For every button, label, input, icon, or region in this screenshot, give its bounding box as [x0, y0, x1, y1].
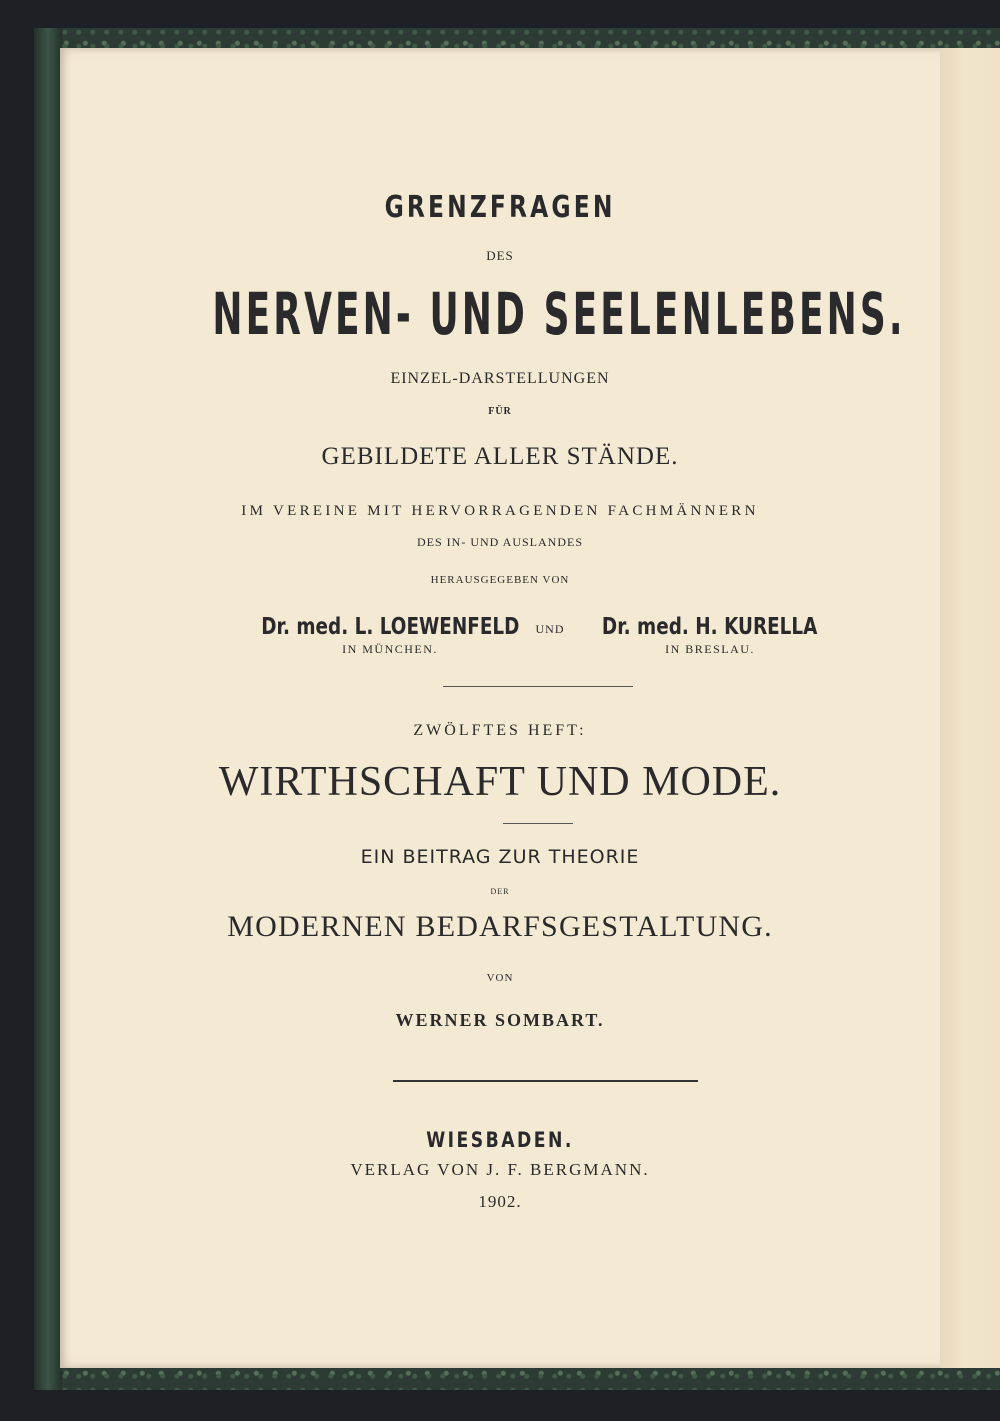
subtitle-bedarfsgestaltung: MODERNEN BEDARFSGESTALTUNG.: [227, 910, 773, 943]
publisher-city: WIESBADEN.: [426, 1128, 574, 1152]
einzel-darstellungen: EINZEL-DARSTELLUNGEN: [390, 370, 610, 387]
publisher-name: VERLAG VON J. F. BERGMANN.: [350, 1160, 650, 1179]
gebildete-aller-staende: GEBILDETE ALLER STÄNDE.: [321, 443, 679, 470]
divider-rule-2: [503, 823, 573, 824]
series-title: GRENZFRAGEN: [384, 190, 616, 225]
heft-label: ZWÖLFTES HEFT:: [413, 722, 587, 739]
series-title-line: [0, 190, 1000, 225]
editor-2: [560, 614, 860, 657]
divider-rule-3: [393, 1080, 698, 1082]
author-name: WERNER SOMBART.: [395, 1010, 605, 1030]
divider-rule-1: [443, 686, 633, 687]
editor-2-name: Dr. med. H. KURELLA: [602, 614, 818, 640]
im-vereine-line: IM VEREINE MIT HERVORRAGENDEN FACHMÄNNERN: [241, 503, 759, 519]
von-label: VON: [486, 972, 514, 984]
fuer-label: FÜR: [488, 406, 512, 417]
series-main-title: NERVEN- UND SEELENLEBENS.: [212, 280, 906, 348]
der-label: DER: [490, 887, 510, 896]
subtitle-beitrag: EIN BEITRAG ZUR THEORIE: [360, 846, 640, 868]
series-main-line: [0, 280, 1000, 348]
editor-1-name: Dr. med. L. LOEWENFELD: [260, 614, 520, 640]
herausgegeben-von: HERAUSGEGEBEN VON: [430, 574, 570, 586]
publication-year: 1902.: [478, 1192, 522, 1211]
und-label: UND: [535, 622, 565, 636]
editor-1-city: IN MÜNCHEN.: [342, 642, 438, 656]
series-des: DES: [486, 248, 514, 263]
work-title: WIRTHSCHAFT UND MODE.: [218, 759, 782, 805]
book-spine: [34, 28, 62, 1390]
des-in-und-auslandes: DES IN- UND AUSLANDES: [416, 535, 583, 549]
editor-2-city: IN BRESLAU.: [665, 642, 755, 656]
city-line: [0, 1128, 1000, 1152]
